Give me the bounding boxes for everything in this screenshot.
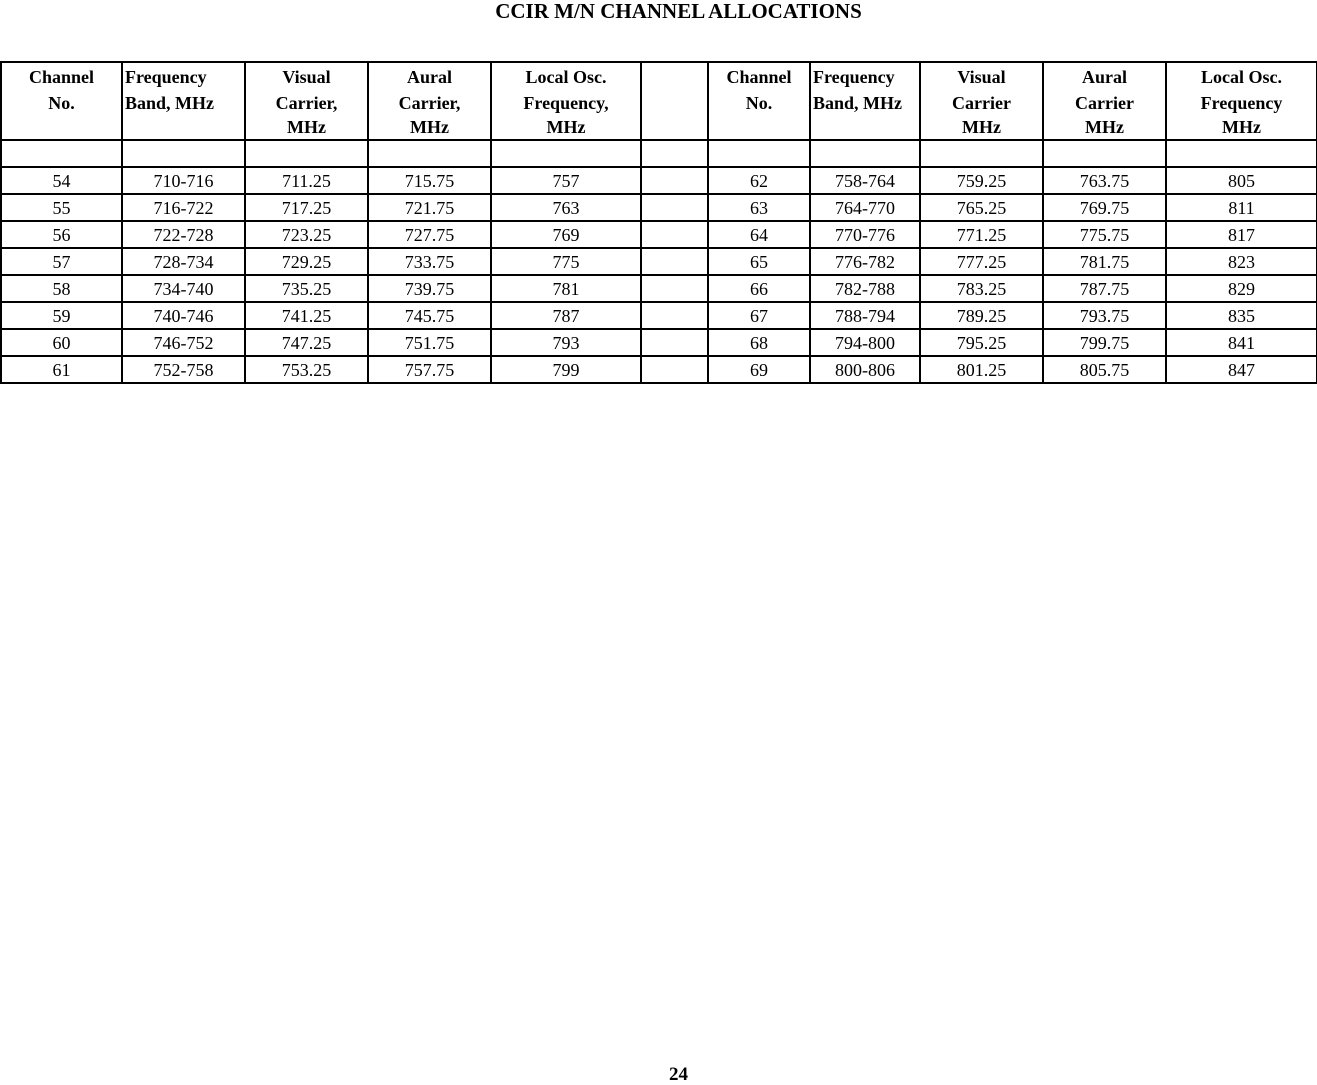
page-title: CCIR M/N CHANNEL ALLOCATIONS [495,0,862,23]
header-line: Frequency [1200,93,1283,113]
header-line: Carrier [1075,93,1134,113]
table-row [1,167,1317,194]
table-cell: 739.75 [368,275,491,302]
table-cell: 794-800 [810,329,920,356]
table-cell: 56 [1,221,122,248]
table-cell: 716-722 [122,194,245,221]
empty-cell [245,140,368,167]
table-cell: 62 [708,167,810,194]
table-row [1,194,1317,221]
table-cell: 776-782 [810,248,920,275]
table-cell: 817 [1166,221,1317,248]
table-cell: 758-764 [810,167,920,194]
empty-cell [1043,140,1166,167]
table-cell: 727.75 [368,221,491,248]
table-cell: 721.75 [368,194,491,221]
table-cell: 789.25 [920,302,1043,329]
header-cell [1043,91,1166,140]
empty-cell [1166,140,1317,167]
spacer-cell [641,167,708,194]
table-row [1,302,1317,329]
empty-cell [368,140,491,167]
table-cell: 795.25 [920,329,1043,356]
header-cell [708,91,810,140]
header-line: Band, MHz [125,93,215,113]
table-cell: 728-734 [122,248,245,275]
spacer-cell [641,248,708,275]
table-cell: 781.75 [1043,248,1166,275]
header-cell: Frequency [810,62,920,91]
header-cell: Channel [1,62,122,91]
table-cell: 717.25 [245,194,368,221]
table-row [1,356,1317,383]
table-cell: 58 [1,275,122,302]
spacer-cell [641,329,708,356]
table-cell: 66 [708,275,810,302]
table-cell: 835 [1166,302,1317,329]
header-line: No. [48,93,75,113]
spacer-cell [641,62,708,91]
table-cell: 64 [708,221,810,248]
empty-cell [491,140,641,167]
table-cell: 769 [491,221,641,248]
header-line: No. [745,93,773,113]
empty-cell [810,140,920,167]
table-cell: 788-794 [810,302,920,329]
spacer-cell [641,91,708,140]
header-cell: Aural [1043,62,1166,91]
table-cell: 752-758 [122,356,245,383]
table-cell: 800-806 [810,356,920,383]
table-cell: 805 [1166,167,1317,194]
table-cell: 723.25 [245,221,368,248]
header-cell [810,91,920,140]
table-cell: 765.25 [920,194,1043,221]
table-cell: 54 [1,167,122,194]
header-line: MHz [287,117,326,137]
header-cell [245,91,368,140]
table-cell: 764-770 [810,194,920,221]
table-cell: 763 [491,194,641,221]
page-number: 24 [669,1064,688,1085]
empty-cell [641,140,708,167]
header-line: Frequency, [523,93,609,113]
table-cell: 847 [1166,356,1317,383]
header-cell [491,91,641,140]
empty-cell [708,140,810,167]
table-cell: 747.25 [245,329,368,356]
table-cell: 841 [1166,329,1317,356]
table-cell: 783.25 [920,275,1043,302]
header-line: Carrier, [398,93,461,113]
table-row [1,275,1317,302]
table-row [1,329,1317,356]
table-cell: 61 [1,356,122,383]
table-cell: 722-728 [122,221,245,248]
header-line: MHz [1222,117,1261,137]
header-cell: Local Osc. [491,62,641,91]
header-row-2 [1,91,1317,140]
header-cell [1166,91,1317,140]
channel-allocation-table [0,61,1317,384]
header-line: MHz [546,117,586,137]
table-cell: 741.25 [245,302,368,329]
header-cell [920,91,1043,140]
table-cell: 823 [1166,248,1317,275]
table-cell: 801.25 [920,356,1043,383]
spacer-cell [641,221,708,248]
table-cell: 734-740 [122,275,245,302]
header-row-1 [1,62,1317,91]
table-cell: 753.25 [245,356,368,383]
table-cell: 769.75 [1043,194,1166,221]
header-cell: Aural [368,62,491,91]
header-cell: Local Osc. [1166,62,1317,91]
table-cell: 759.25 [920,167,1043,194]
table-cell: 746-752 [122,329,245,356]
header-cell: Frequency [122,62,245,91]
table-cell: 757 [491,167,641,194]
empty-cell [122,140,245,167]
header-cell [122,91,245,140]
table-cell: 55 [1,194,122,221]
table-cell: 799 [491,356,641,383]
table-cell: 733.75 [368,248,491,275]
table-cell: 711.25 [245,167,368,194]
table-cell: 775 [491,248,641,275]
table-cell: 787 [491,302,641,329]
header-line: Carrier, [275,93,338,113]
table-cell: 715.75 [368,167,491,194]
header-line: MHz [962,117,1001,137]
header-cell: Channel [708,62,810,91]
table-cell: 757.75 [368,356,491,383]
header-cell [368,91,491,140]
spacer-cell [641,194,708,221]
table-cell: 60 [1,329,122,356]
empty-cell [920,140,1043,167]
table-cell: 805.75 [1043,356,1166,383]
table-cell: 729.25 [245,248,368,275]
table-cell: 69 [708,356,810,383]
spacer-cell [641,356,708,383]
table-cell: 781 [491,275,641,302]
spacer-cell [641,302,708,329]
table-cell: 775.75 [1043,221,1166,248]
table-row [1,221,1317,248]
table-cell: 57 [1,248,122,275]
table-cell: 63 [708,194,810,221]
header-line: MHz [1085,117,1124,137]
table-cell: 710-716 [122,167,245,194]
header-cell: Visual [245,62,368,91]
table-cell: 782-788 [810,275,920,302]
table-cell: 65 [708,248,810,275]
table-cell: 59 [1,302,122,329]
table-cell: 793 [491,329,641,356]
table-cell: 745.75 [368,302,491,329]
header-line: Band, MHz [813,93,903,113]
spacer-cell [641,275,708,302]
empty-cell [1,140,122,167]
table-cell: 771.25 [920,221,1043,248]
table-cell: 793.75 [1043,302,1166,329]
header-line: MHz [410,117,449,137]
table-cell: 751.75 [368,329,491,356]
blank-row [1,140,1317,167]
header-cell: Visual [920,62,1043,91]
table-cell: 770-776 [810,221,920,248]
table-cell: 777.25 [920,248,1043,275]
table-cell: 799.75 [1043,329,1166,356]
table-row [1,248,1317,275]
table-cell: 740-746 [122,302,245,329]
table-cell: 68 [708,329,810,356]
table-cell: 787.75 [1043,275,1166,302]
header-cell [1,91,122,140]
table-body [1,167,1317,383]
table-cell: 67 [708,302,810,329]
table-cell: 811 [1166,194,1317,221]
table-cell: 735.25 [245,275,368,302]
table-cell: 763.75 [1043,167,1166,194]
table-cell: 829 [1166,275,1317,302]
header-line: Carrier [952,93,1011,113]
